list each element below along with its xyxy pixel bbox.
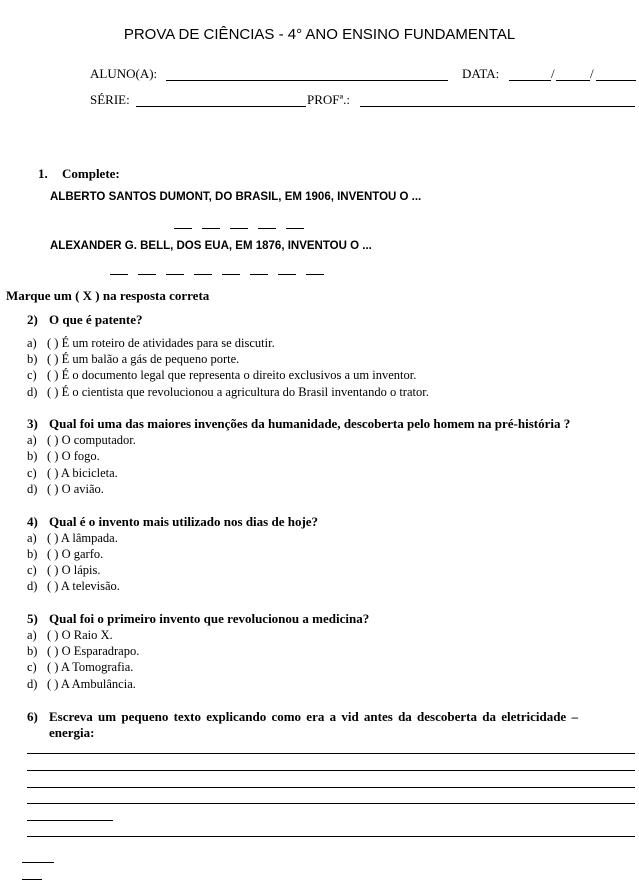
question-number: 1. <box>38 166 48 181</box>
letter-blank[interactable] <box>166 274 184 275</box>
date-separator: / <box>551 66 555 81</box>
option-row[interactable] <box>27 385 429 400</box>
prof-field[interactable] <box>360 106 635 107</box>
letter-blank[interactable] <box>110 274 128 275</box>
aluno-label: ALUNO(A): <box>90 66 158 81</box>
option-letter: c) <box>27 660 37 674</box>
option-letter: c) <box>27 466 37 480</box>
date-separator: / <box>590 66 594 81</box>
option-text: ( ) É o documento legal que representa o direito exclusivos a um inventor. <box>47 368 417 382</box>
date-month-field[interactable] <box>556 80 590 81</box>
letter-blank[interactable] <box>250 274 268 275</box>
letter-blank[interactable] <box>258 228 276 229</box>
option-row[interactable] <box>27 563 100 578</box>
option-text: ( ) O fogo. <box>47 449 100 463</box>
writing-line[interactable] <box>27 836 635 837</box>
option-row[interactable] <box>27 433 136 448</box>
complete-sentence: ALEXANDER G. BELL, DOS EUA, EM 1876, INVENTOU O ... <box>50 240 372 252</box>
option-row[interactable] <box>27 352 239 367</box>
option-letter: d) <box>27 677 38 691</box>
prof-label: PROFª.: <box>307 92 350 107</box>
question-text: Escreva um pequeno texto explicando como era a vid antes da descoberta da eletricidade – <box>49 709 578 724</box>
writing-line[interactable] <box>27 787 635 788</box>
option-letter: b) <box>27 644 38 658</box>
serie-label: SÉRIE: <box>90 92 130 107</box>
option-letter: c) <box>27 563 37 577</box>
complete-sentence: ALBERTO SANTOS DUMONT, DO BRASIL, EM 1906, INVENTOU O ... <box>50 191 422 203</box>
letter-blank[interactable] <box>202 228 220 229</box>
option-row[interactable] <box>27 531 118 546</box>
writing-line[interactable] <box>27 770 635 771</box>
option-letter: d) <box>27 482 38 496</box>
date-day-field[interactable] <box>509 80 551 81</box>
question-number: 3) <box>27 416 38 431</box>
option-text: ( ) A lâmpada. <box>47 531 118 545</box>
option-letter: b) <box>27 352 38 366</box>
question-text-continued: energia: <box>49 725 95 740</box>
option-row[interactable] <box>27 482 104 497</box>
option-row[interactable] <box>27 547 103 562</box>
option-text: ( ) É um roteiro de atividades para se discutir. <box>47 336 275 350</box>
question-number: 6) <box>27 709 38 724</box>
instruction-text: Marque um ( X ) na resposta correta <box>6 288 210 303</box>
option-letter: d) <box>27 579 38 593</box>
option-text: ( ) A bicicleta. <box>47 466 118 480</box>
writing-line[interactable] <box>27 803 635 804</box>
question-text: Qual foi o primeiro invento que revolucionou a medicina? <box>49 611 370 626</box>
option-text: ( ) A televisão. <box>47 579 120 593</box>
option-letter: a) <box>27 336 37 350</box>
data-label: DATA: <box>462 66 500 81</box>
writing-line[interactable] <box>22 862 54 863</box>
option-letter: b) <box>27 449 38 463</box>
letter-blank[interactable] <box>174 228 192 229</box>
page-title: PROVA DE CIÊNCIAS - 4° ANO ENSINO FUNDAMENTAL <box>123 26 516 43</box>
letter-blank[interactable] <box>286 228 304 229</box>
option-row[interactable] <box>27 677 136 692</box>
option-text: ( ) O Raio X. <box>47 628 113 642</box>
letter-blank[interactable] <box>138 274 156 275</box>
question-number: 2) <box>27 312 38 327</box>
option-text: ( ) O garfo. <box>47 547 104 561</box>
writing-line[interactable] <box>27 820 113 821</box>
option-row[interactable] <box>27 628 113 643</box>
option-letter: b) <box>27 547 38 561</box>
option-row[interactable] <box>27 644 139 659</box>
option-text: ( ) O lápis. <box>47 563 101 577</box>
date-year-field[interactable] <box>596 80 636 81</box>
section-title: Complete: <box>62 166 120 181</box>
option-letter: d) <box>27 385 38 399</box>
question-text: Qual foi uma das maiores invenções da humanidade, descoberta pelo homem na pré-história ? <box>49 416 571 431</box>
question-number: 5) <box>27 611 38 626</box>
option-row[interactable] <box>27 660 133 675</box>
option-letter: a) <box>27 433 37 447</box>
option-row[interactable] <box>27 579 120 594</box>
writing-line[interactable] <box>27 753 635 754</box>
option-letter: a) <box>27 531 37 545</box>
letter-blank[interactable] <box>230 228 248 229</box>
option-text: ( ) É um balão a gás de pequeno porte. <box>47 352 240 366</box>
option-row[interactable] <box>27 449 100 464</box>
letter-blank[interactable] <box>306 274 324 275</box>
question-text: Qual é o invento mais utilizado nos dias de hoje? <box>49 514 319 529</box>
serie-field[interactable] <box>136 106 306 107</box>
option-letter: c) <box>27 368 37 382</box>
option-row[interactable] <box>27 336 275 351</box>
letter-blank[interactable] <box>194 274 212 275</box>
option-text: ( ) O Esparadrapo. <box>47 644 140 658</box>
option-text: ( ) A Tomografia. <box>47 660 134 674</box>
option-text: ( ) O avião. <box>47 482 104 496</box>
question-text: O que é patente? <box>49 312 143 327</box>
option-letter: a) <box>27 628 37 642</box>
aluno-field[interactable] <box>166 80 448 81</box>
letter-blank[interactable] <box>278 274 296 275</box>
option-row[interactable] <box>27 466 118 481</box>
option-row[interactable] <box>27 368 416 383</box>
option-text: ( ) É o cientista que revolucionou a agricultura do Brasil inventando o trator. <box>47 385 429 399</box>
question-number: 4) <box>27 514 38 529</box>
letter-blank[interactable] <box>222 274 240 275</box>
option-text: ( ) O computador. <box>47 433 136 447</box>
option-text: ( ) A Ambulância. <box>47 677 136 691</box>
writing-line[interactable] <box>22 879 42 880</box>
